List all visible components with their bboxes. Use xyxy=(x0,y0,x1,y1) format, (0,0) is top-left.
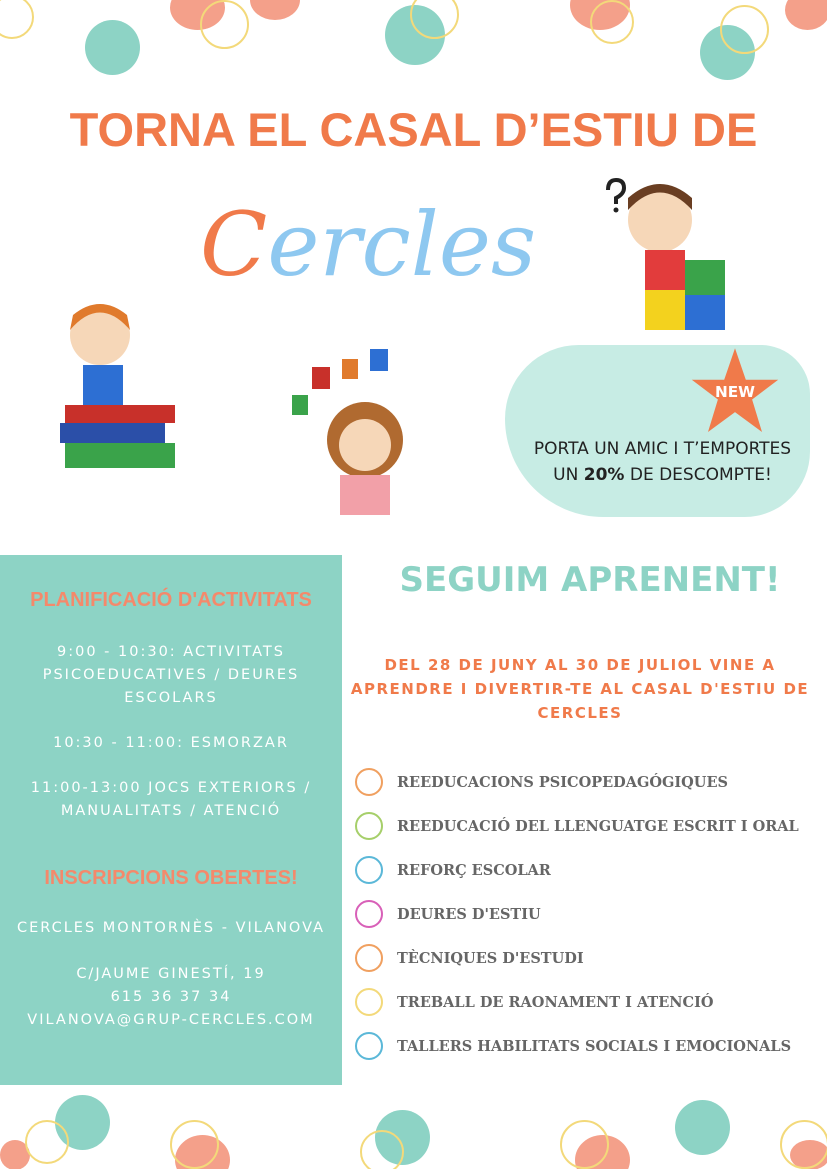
promo-line1: PORTA UN AMIC I T’EMPORTES xyxy=(533,439,792,459)
service-label: TALLERS HABILITATS SOCIALS I EMOCIONALS xyxy=(397,1037,792,1055)
service-item xyxy=(355,848,827,892)
inscriptions-heading: INSCRIPCIONS OBERTES! xyxy=(44,867,298,889)
service-label: REEDUCACIÓ DEL LLENGUATGE ESCRIT I ORAL xyxy=(397,817,799,835)
main-heading: SEGUIM APRENENT! xyxy=(399,560,781,600)
service-label: REFORÇ ESCOLAR xyxy=(397,861,551,879)
schedule-heading: PLANIFICACIÓ D'ACTIVITATS xyxy=(30,589,312,611)
cercles-logo: Cercles xyxy=(200,193,537,296)
circle-icon xyxy=(355,768,383,796)
schedule-item: 10:30 - 11:00: ESMORZAR xyxy=(53,735,289,751)
service-label: DEURES D'ESTIU xyxy=(397,905,541,923)
circle-icon xyxy=(355,1032,383,1060)
service-item xyxy=(355,760,827,804)
services-list xyxy=(355,760,827,1068)
promo-text xyxy=(505,436,820,488)
service-label: REEDUCACIONS PSICOPEDAGÓGIQUES xyxy=(397,773,728,791)
service-item xyxy=(355,936,827,980)
service-item xyxy=(355,892,827,936)
phone: 615 36 37 34 xyxy=(110,989,232,1005)
boy-on-books-illustration xyxy=(55,295,180,475)
schedule-panel xyxy=(0,555,342,1085)
circle-icon xyxy=(355,944,383,972)
new-star-badge xyxy=(690,348,780,434)
service-item xyxy=(355,980,827,1024)
circle-icon xyxy=(355,812,383,840)
address: C/JAUME GINESTÍ, 19 xyxy=(76,966,266,982)
circle-icon xyxy=(355,856,383,884)
dates-text: DEL 28 DE JUNY AL 30 DE JULIOL VINE A APRENDRE I DIVERTIR-TE AL CASAL D'ESTIU DE CERCLES xyxy=(350,656,810,722)
promo-line2: UN 20% DE DESCOMPTE! xyxy=(553,465,772,485)
center-name: CERCLES MONTORNÈS - VILANOVA xyxy=(16,920,326,936)
service-item xyxy=(355,1024,827,1068)
circle-icon xyxy=(355,988,383,1016)
schedule-item: 11:00-13:00 JOCS EXTERIORS / MANUALITATS / ATENCIÓ xyxy=(30,780,312,819)
girl-thinking-illustration xyxy=(290,345,420,520)
svg-text:NEW: NEW xyxy=(714,382,756,401)
service-label: TREBALL DE RAONAMENT I ATENCIÓ xyxy=(397,993,714,1011)
service-item xyxy=(355,804,827,848)
service-label: TÈCNIQUES D'ESTUDI xyxy=(397,949,584,967)
schedule-item: 9:00 - 10:30: ACTIVITATS PSICOEDUCATIVES / DEURES ESCOLARS xyxy=(42,644,300,706)
email-link[interactable]: VILANOVA@GRUP-CERCLES.COM xyxy=(27,1012,315,1028)
poster-title: TORNA EL CASAL D’ESTIU DE xyxy=(69,103,758,156)
boy-with-puzzle-illustration xyxy=(600,170,735,340)
circle-icon xyxy=(355,900,383,928)
